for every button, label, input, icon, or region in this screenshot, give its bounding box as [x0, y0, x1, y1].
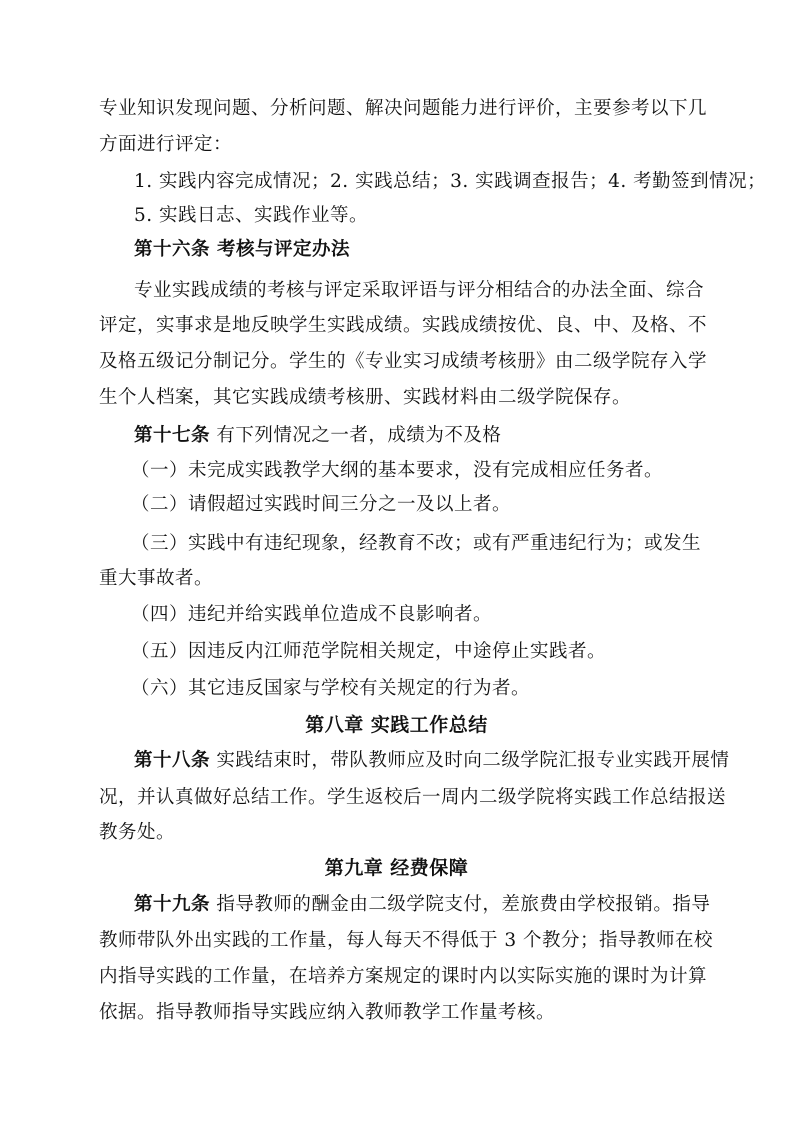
list-item: （三）实践中有违纪现象，经教育不改；或有严重违纪行为；或发生 [131, 533, 702, 554]
list-line: 1. 实践内容完成情况；2. 实践总结；3. 实践调查报告；4. 考勤签到情况； [134, 171, 767, 192]
article-19-heading [134, 896, 744, 915]
paragraph-line: 专业实践成绩的考核与评定采取评语与评分相结合的办法全面、综合 [134, 280, 705, 301]
article-16-title: 第十六条 考核与评定办法 [134, 239, 350, 260]
list-item: （六）其它违反国家与学校有关规定的行为者。 [131, 678, 531, 699]
paragraph-line: 方面进行评定： [99, 134, 233, 155]
article-18-heading [134, 752, 744, 771]
article-18-number: 第十八条 [134, 750, 211, 771]
paragraph-line: 生个人档案，其它实践成绩考核册、实践材料由二级学院保存。 [99, 387, 632, 408]
article-18-text: 实践结束时，带队教师应及时向二级学院汇报专业实践开展情 [210, 750, 730, 771]
paragraph-line: 依据。指导教师指导实践应纳入教师教学工作量考核。 [99, 1002, 556, 1023]
paragraph-line: 及格五级记分制记分。学生的《专业实习成绩考核册》由二级学院存入学 [99, 351, 708, 372]
chapter-8-heading: 第八章 实践工作总结 [305, 714, 488, 736]
paragraph-line: 况，并认真做好总结工作。学生返校后一周内二级学院将实践工作总结报送 [99, 787, 727, 808]
paragraph-line: 内指导实践的工作量，在培养方案规定的课时内以实际实施的课时为计算 [99, 966, 708, 987]
article-17-text: 有下列情况之一者，成绩为不及格 [210, 425, 502, 446]
list-item: （四）违纪并给实践单位造成不良影响者。 [131, 604, 493, 625]
list-item: （五）因违反内江师范学院相关规定，中途停止实践者。 [131, 641, 607, 662]
list-item-continued: 重大事故者。 [99, 568, 214, 589]
chapter-9-heading: 第九章 经费保障 [324, 857, 469, 879]
list-item: （二）请假超过实践时间三分之一及以上者。 [131, 494, 512, 515]
paragraph-line: 教务处。 [99, 822, 176, 843]
article-17-number: 第十七条 [134, 425, 211, 446]
paragraph-line: 教师带队外出实践的工作量，每人每天不得低于 3 个教分；指导教师在校 [99, 930, 714, 951]
paragraph-line: 专业知识发现问题、分析问题、解决问题能力进行评价，主要参考以下几 [99, 98, 708, 119]
article-17-heading [134, 427, 744, 446]
list-line: 5. 实践日志、实践作业等。 [134, 205, 369, 226]
article-19-text: 指导教师的酬金由二级学院支付，差旅费由学校报销。指导 [210, 894, 711, 915]
paragraph-line: 评定，实事求是地反映学生实践成绩。实践成绩按优、良、中、及格、不 [99, 315, 708, 336]
article-19-number: 第十九条 [134, 894, 211, 915]
list-item: （一）未完成实践教学大纲的基本要求，没有完成相应任务者。 [131, 460, 664, 481]
